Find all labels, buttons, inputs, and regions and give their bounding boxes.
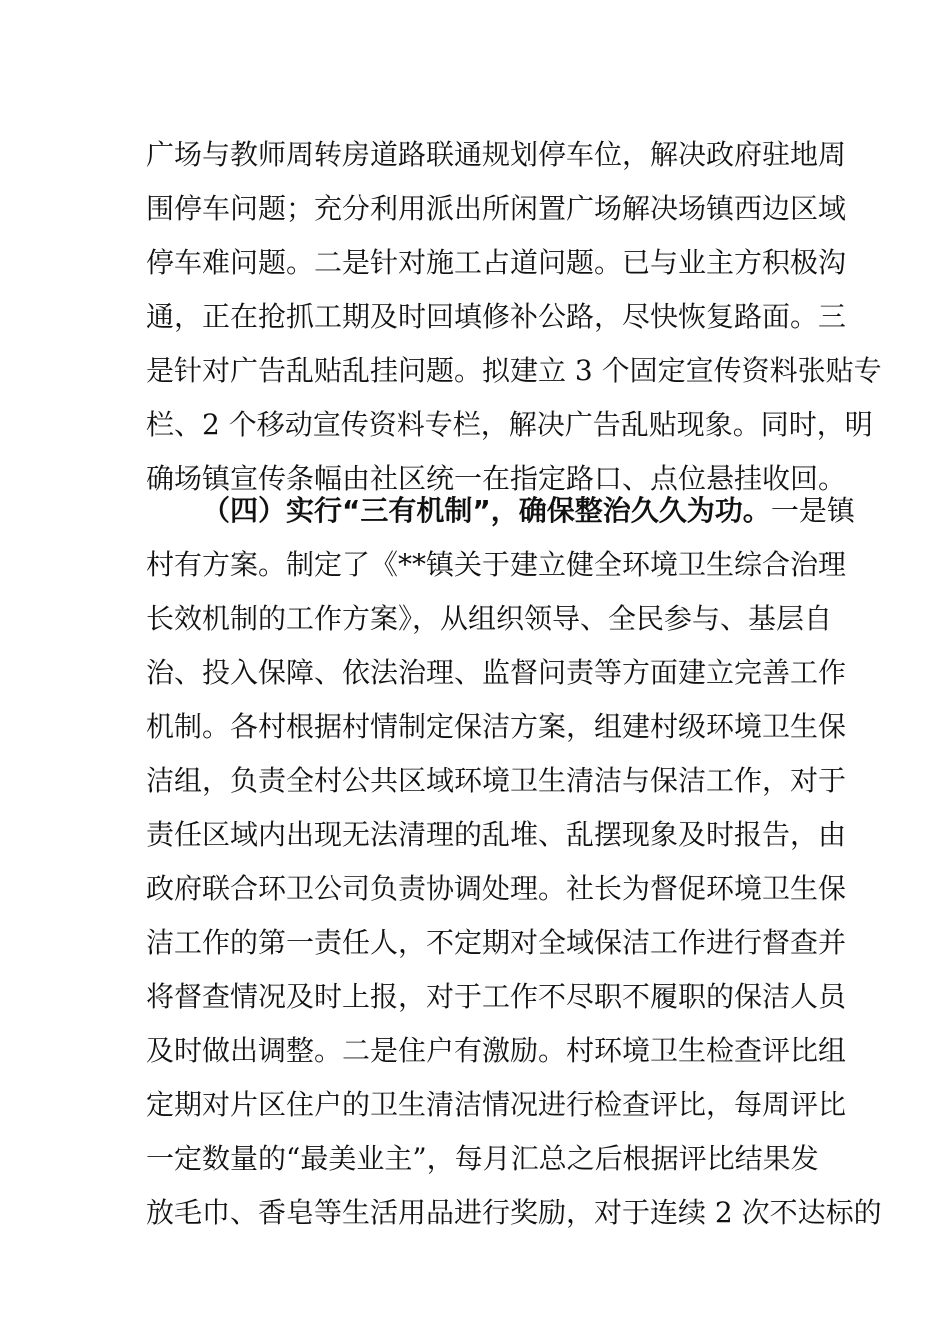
paragraph-line: 责任区域内出现无法清理的乱堆、乱摆现象及时报告，由 bbox=[146, 818, 847, 851]
paragraph-line: 放毛巾、香皂等生活用品进行奖励，对于连续 2 次不达标的 bbox=[146, 1196, 882, 1229]
paragraph-line: 长效机制的工作方案》，从组织领导、全民参与、基层自 bbox=[146, 602, 833, 635]
paragraph-line: 洁组，负责全村公共区域环境卫生清洁与保洁工作，对于 bbox=[146, 764, 847, 797]
paragraph-line: 围停车问题；充分利用派出所闲置广场解决场镇西边区域 bbox=[146, 192, 847, 225]
paragraph-line: 治、投入保障、依法治理、监督问责等方面建立完善工作 bbox=[146, 656, 847, 689]
paragraph-line: 一定数量的“最美业主”，每月汇总之后根据评比结果发 bbox=[146, 1142, 819, 1175]
paragraph-three-mechanisms bbox=[146, 484, 882, 1240]
paragraph-line: 通，正在抢抓工期及时回填修补公路，尽快恢复路面。三 bbox=[146, 300, 847, 333]
paragraph-parking-and-ads bbox=[146, 128, 882, 506]
paragraph-line: 栏、2 个移动宣传资料专栏，解决广告乱贴现象。同时，明 bbox=[146, 408, 873, 441]
paragraph-line: 政府联合环卫公司负责协调处理。社长为督促环境卫生保 bbox=[146, 872, 847, 905]
paragraph-line: 及时做出调整。二是住户有激励。村环境卫生检查评比组 bbox=[146, 1034, 847, 1067]
section-heading-line bbox=[146, 484, 855, 538]
paragraph-line: 定期对片区住户的卫生清洁情况进行检查评比，每周评比 bbox=[146, 1088, 847, 1121]
section-heading: （四）实行“三有机制”，确保整治久久为功。 bbox=[202, 494, 771, 527]
paragraph-line: 确场镇宣传条幅由社区统一在指定路口、点位悬挂收回。 bbox=[146, 462, 847, 495]
paragraph-line: 村有方案。制定了《**镇关于建立健全环境卫生综合治理 bbox=[146, 548, 847, 581]
paragraph-line: 将督查情况及时上报，对于工作不尽职不履职的保洁人员 bbox=[146, 980, 847, 1013]
paragraph-line: 停车难问题。二是针对施工占道问题。已与业主方积极沟 bbox=[146, 246, 847, 279]
paragraph-line-rest: 一是镇 bbox=[770, 494, 855, 527]
paragraph-line: 洁工作的第一责任人，不定期对全域保洁工作进行督查并 bbox=[146, 926, 847, 959]
paragraph-line: 机制。各村根据村情制定保洁方案，组建村级环境卫生保 bbox=[146, 710, 847, 743]
paragraph-line: 是针对广告乱贴乱挂问题。拟建立 3 个固定宣传资料张贴专 bbox=[146, 354, 882, 387]
paragraph-line: 广场与教师周转房道路联通规划停车位，解决政府驻地周 bbox=[146, 138, 847, 171]
